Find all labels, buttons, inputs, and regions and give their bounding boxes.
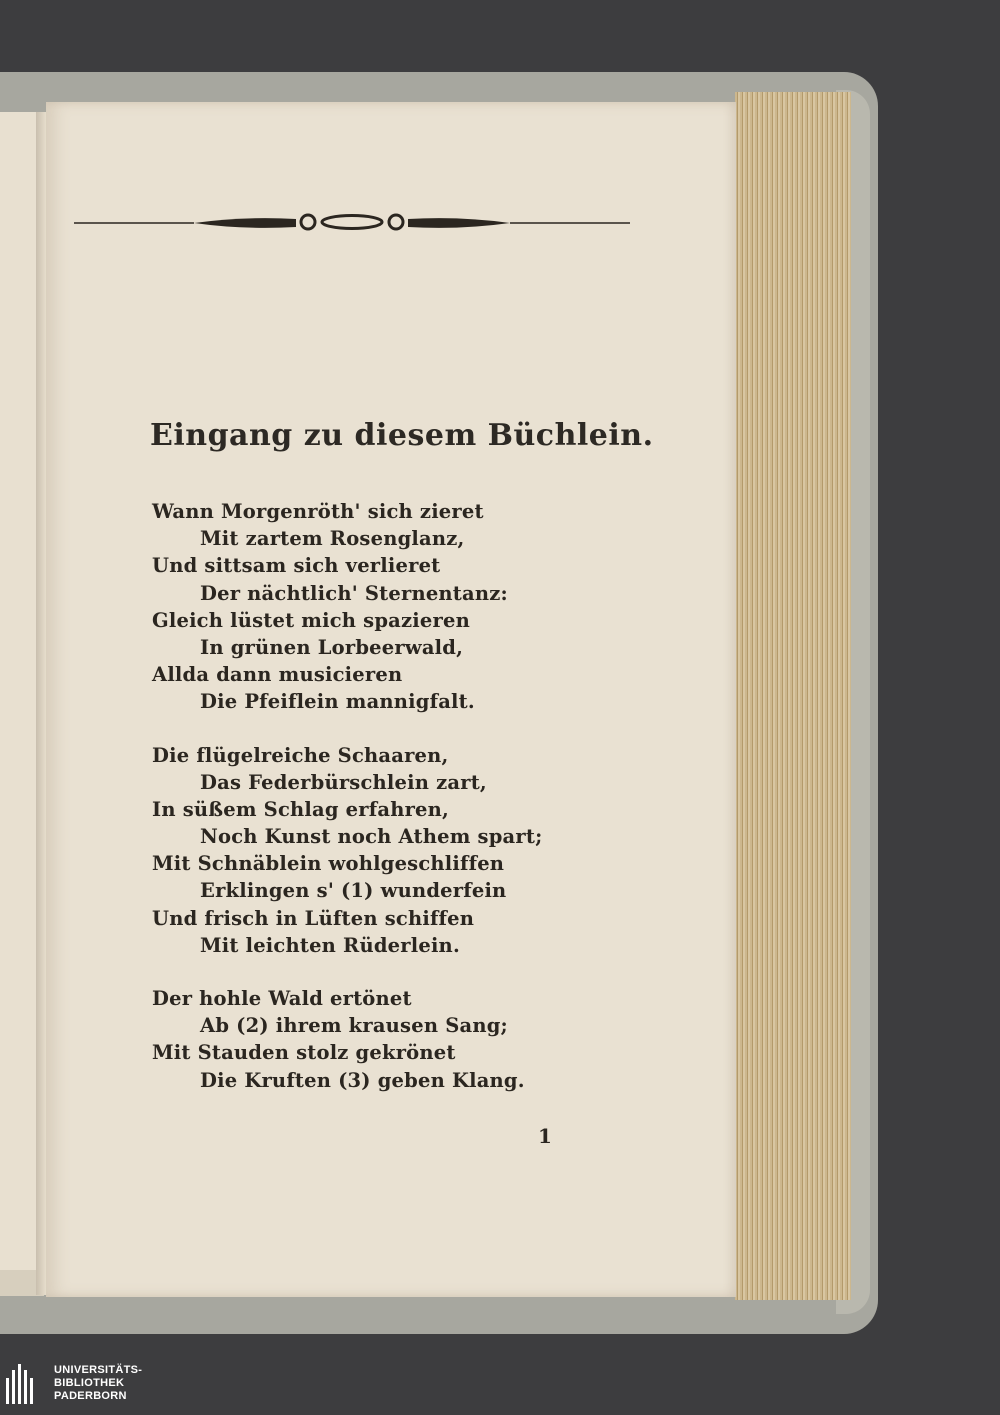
ornament-divider bbox=[74, 208, 630, 234]
verse-line: Gleich lüstet mich spazieren bbox=[152, 608, 470, 632]
verse-line: Erklingen s' (1) wunderfein bbox=[200, 879, 507, 903]
logo-line-1: UNIVERSITÄTS- bbox=[54, 1364, 143, 1376]
verse-line: Und sittsam sich verlieret bbox=[152, 554, 441, 578]
gutter-shadow bbox=[36, 112, 46, 1295]
verse-line: Wann Morgenröth' sich zieret bbox=[152, 500, 484, 523]
verse-line: Und frisch in Lüften schiffen bbox=[152, 906, 475, 930]
page-edges bbox=[735, 92, 851, 1300]
verse-line: Mit leichten Rüderlein. bbox=[200, 933, 460, 957]
verse-line: In süßem Schlag erfahren, bbox=[152, 797, 450, 821]
verse-line: Die Kruften (3) geben Klang. bbox=[200, 1068, 525, 1092]
page-number: 1 bbox=[538, 1124, 552, 1148]
logo-line-2: BIBLIOTHEK bbox=[54, 1377, 125, 1389]
poem-body bbox=[152, 498, 612, 1120]
verse-line: Noch Kunst noch Athem spart; bbox=[200, 825, 543, 849]
stanza-3 bbox=[152, 985, 612, 1094]
verse-line: Das Federbürschlein zart, bbox=[200, 770, 487, 794]
verse-line: Der hohle Wald ertönet bbox=[152, 987, 412, 1010]
verse-line: Mit Schnäblein wohlgeschliffen bbox=[152, 852, 505, 876]
library-logo-text bbox=[54, 1364, 142, 1403]
stanza-2 bbox=[152, 742, 612, 960]
stanza-1 bbox=[152, 498, 612, 716]
poem-heading: Eingang zu diesem Büchlein. bbox=[150, 418, 654, 453]
library-logo-icon bbox=[6, 1364, 46, 1404]
verse-line: Die flügelreiche Schaaren, bbox=[152, 743, 449, 767]
logo-line-3: PADERBORN bbox=[54, 1390, 127, 1402]
library-logo bbox=[2, 1362, 152, 1406]
verse-line: Allda dann musicieren bbox=[152, 663, 403, 687]
verse-line: Mit zartem Rosenglanz, bbox=[200, 527, 465, 551]
verse-line: Mit Stauden stolz gekrönet bbox=[152, 1041, 456, 1065]
verse-line: Die Pfeiflein mannigfalt. bbox=[200, 690, 475, 714]
verse-line: In grünen Lorbeerwald, bbox=[200, 635, 464, 659]
verse-line: Der nächtlich' Sternentanz: bbox=[200, 581, 508, 605]
verse-line: Ab (2) ihrem krausen Sang; bbox=[200, 1014, 508, 1038]
